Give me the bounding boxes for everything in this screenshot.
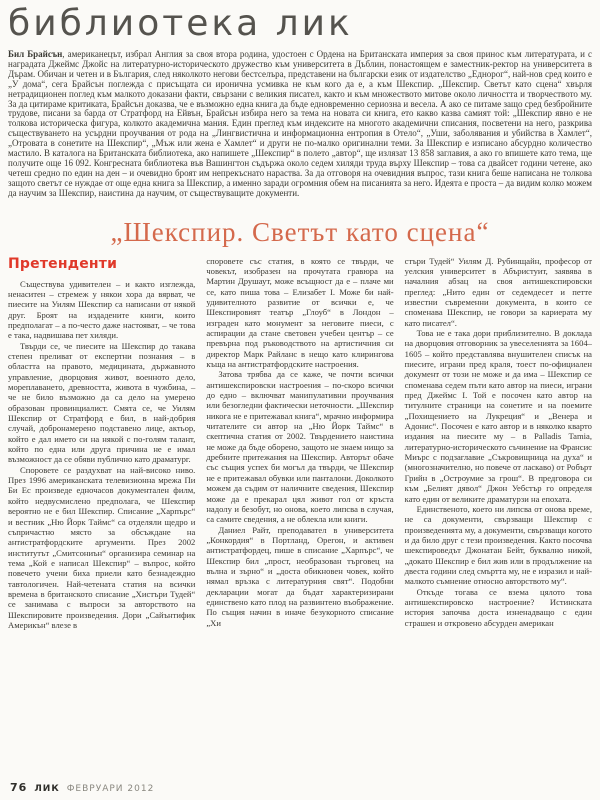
magazine-masthead: библиотека лик — [8, 3, 353, 44]
column-1 — [8, 256, 195, 631]
article-title: „Шекспир. Светът като сцена“ — [110, 216, 490, 247]
section-heading: Претенденти — [8, 255, 118, 272]
paragraph: Съществува удивителен – и както изглежда, ненаситен – стремеж у някои хора да вярват, че пиесите на Уилям Шекспир са написани от някой друг. Броят на издадените книги, които предполагат – а по-често даже настояват, – че това е така, надвишава пет хиляди. — [8, 278, 196, 341]
paragraph: Единственото, което ни липсва от онова време, не са документи, свързващи Шекспир с произведенията му, а документи, свързващи когото и да било друг с тези произведения. Както посочва шекспироведът Джонатан Бейт, буквално никой, „докато Шекспир е бил жив или в продължение на двеста години след смъртта му, не е изразил и най-малкото съмнение относно авторството му“. — [404, 503, 592, 587]
paragraph: Даниел Райт, преподавател в университета „Конкордия“ в Портланд, Орегон, и активен антистратфордец, пише в списание „Харпърс“, че Шекспир бил „прост, необразован търговец на вълна и зърно“ и „доста обикновен човек, който нямал връзка с литературния свят“. Подобни декларации могат да бъдат характеризирани единствено като плод на развинтено въображение. По същия начин в иначе безукорното списание „Хи — [206, 524, 394, 628]
paragraph: Това не е така дори приблизително. В доклада на дворцовия отговорник за увеселенията за 1604–1605 – който представлява внушителен списък на пиесите, играни пред краля, тоест по-официален документ от този не може и да има – Шекспир се споменава седем пъти като автор на пиеси, играни пред Джеймс I. Той е посочен като автор на титулните страници на сонетите и на поемите „Похищението на Лукреция“ и „Венера и Адонис“. Посочен е като автор и в няколко кварто издания на пиесите му – в Palladis Tamia, литературно-историческото съчинение на Франсис Миърс с подзаглавие „Съкровищница на духа“ и (многозначително, но повече от ласкаво) от Робърт Грийн в „Остроумие за грош“. В предговора си към „Белият дявол“ Джон Уебстър го определя като един от великите драматурзи на епохата. — [404, 328, 592, 504]
magazine-name: ЛИК — [34, 784, 60, 794]
paragraph-continuation: споровете със статия, в която се твърди, че човекът, изобразен на прочутата гравюра на Мартин Друшаут, може всъщност да е – плаче ми се, като пиша това – Елизабет I. Може би най-удивителното развитие от всички е, че Шекспировият театър „Глоуб“ в Лондон – изграден като монумент за неговите пиеси, с аспирации да стане световен учебен център – се превърна под ръководството на артистичния си директор Марк Райланс в нещо като клирингова къща на антистратфордските настроения. — [206, 255, 394, 370]
paragraph: Откъде тогава се взема цялото това антишекспировско настроение? Истинската история започва доста изненадващо с един страшен и откровено абсурден американ — [404, 586, 592, 628]
paragraph: Споровете се раздухват на най-високо ниво. През 1996 американската телевизионна мрежа Пи Би Ес произведе едночасов документален филм, който недвусмислено предполага, че Шекспир вероятно не е бил Шекспир. Списание „Харпърс“ и вестник „Ню Йорк Таймс“ са отделяли щедро и съпричастно място за обсъждане на антистратфордските аргументи. През 2002 институтът „Смитсониън“ организира семинар на тема „Кой е написал Шекспир“ – въпрос, който повечето учени биха приели като безнадеждно тавтологичен. Най-четената статия на всички времена в британското списание „Хистъри Тудей“ се занимава с въпроси за авторството на Шекспировите произведения. Дори „Сайънтифик Америкън“ влезе в — [8, 464, 196, 630]
column-2 — [206, 256, 393, 631]
article-intro — [8, 50, 592, 199]
column-3 — [405, 256, 592, 631]
intro-author-name: Бил Брайсън — [8, 49, 63, 59]
article-columns — [8, 256, 592, 631]
paragraph: Затова трябва да се каже, че почти всички антишекспировски настроения – по-скоро всички до едно – включват манипулативни проучвания или безогледни фактически неточности. „Шекспир никога не е притежавал книга“, мрачно информира читателите си автор на „Ню Йорк Таймс“ в скептична статия от 2002. Твърдението наистина не може да бъде оборено, защото не знаем нищо за дребните притежания на Шекспир. Авторът обаче със същия успех би могъл да твърди, че Шекспир не е притежавал обувки или панталони. Доколкото можем да съдим от наличните сведения, Шекспир може да е прекарал цял живот гол от кръста надолу и безобут, но онова, което липсва в случая, са самите сведения, а не облекла или книги. — [206, 369, 394, 525]
intro-text: , американецът, избрал Англия за своя втора родина, удостоен с Ордена на Британската империя за своя принос към литературата, и с наградата Джеймс Джойс на литературно-историческото дружество към университета в Дъблин, понастоящем е заместник-ректор на университета в Дърам. Обичан и четен и в България, след няколкото негови бестселъра, представени на български език от издателство „Еднорог“, най-нов сред които е „У дома“, сега Брайсън поглежда с присъщата си иронична усмивка не към кого да е, а към Шекспир. „Шекспир. Светът като сцена“ хвърля нетрадиционен поглед към малкото доказани факти, свързани с великия писател, както и към множеството митове около личността и творчеството му. За да цитираме критиката, Брайсън доказва, че е възможно една книга да бъде едновременно сериозна и весела. А ако се питаме защо сред безбройните трудове, писани за барда от Стратфорд на Ейвън, Брайсън избира него за тема на новата си книга, ето какво казва самият той: „Шекспир явно е не толкова историческа фигура, колкото академична мания. Един преглед към индексите на многото академични списания, посветени на него, разкрива съществуването на усърдни проучвания от рода на „Лингвистична и информационна ентропия в Отело“, „Уши, заболявания и убийства в Хамлет“, „Отровата в сонетите на Шекспир“, „Мъж или жена е Хамлет“ и други не по-малко оригинални теми. За Шекспир е изписано абсурдно количество мастило. В каталога на Британската библиотека, ако напишете „Шекспир“ в полето „автор“, ще излязат 13 858 заглавия, а ако го впишете като тема, ще получите още 16 092. Конгресната библиотека във Вашингтон съдържа около седем хиляди труда върху Шекспир – това са двайсет години четене, ако четеш средно по един на ден – и очевидно броят им непрекъснато нараства. За да отговоря на очевидния въпрос, тази книга беше написана не толкова защото светът се нуждае от още една книга за Шекспир, а именно заради огромния обем на писанията за него. Идеята е проста – да видим колко можем да научим за Шекспир, наистина да научим, от съществуващите документи. — [8, 49, 592, 198]
paragraph: Твърди се, че пиесите на Шекспир до такава степен преливат от експертни познания – в областта на правото, медицината, държавното управление, дворцовия живот, военното дело, мореплаването, древността, живота в чужбина, – че не било възможно да са дело на умерено образован провинциалист. Смята се, че Уилям Шекспир от Стратфорд е бил, в най-добрия случай, добронамерено подставено лице, актьор, който е дал името си на някой с по-голям талант, който по една или друга причина не е имал възможност да се обяви публично като драматург. — [8, 340, 196, 465]
issue-date: ФЕВРУАРИ 2012 — [66, 784, 155, 794]
page-number: 76 — [10, 781, 28, 794]
page-footer — [10, 781, 154, 794]
paragraph-continuation: стъри Тудей“ Уилям Д. Рубинщайн, професор от уелския университет в Абъристуит, заявява в началния абзац на своя антишекспировски преглед: „Нито един от седемдесет и петте известни съвременни документа, в които се споменава Шекспир, не говори за кариерата му като писател“. — [404, 255, 592, 328]
